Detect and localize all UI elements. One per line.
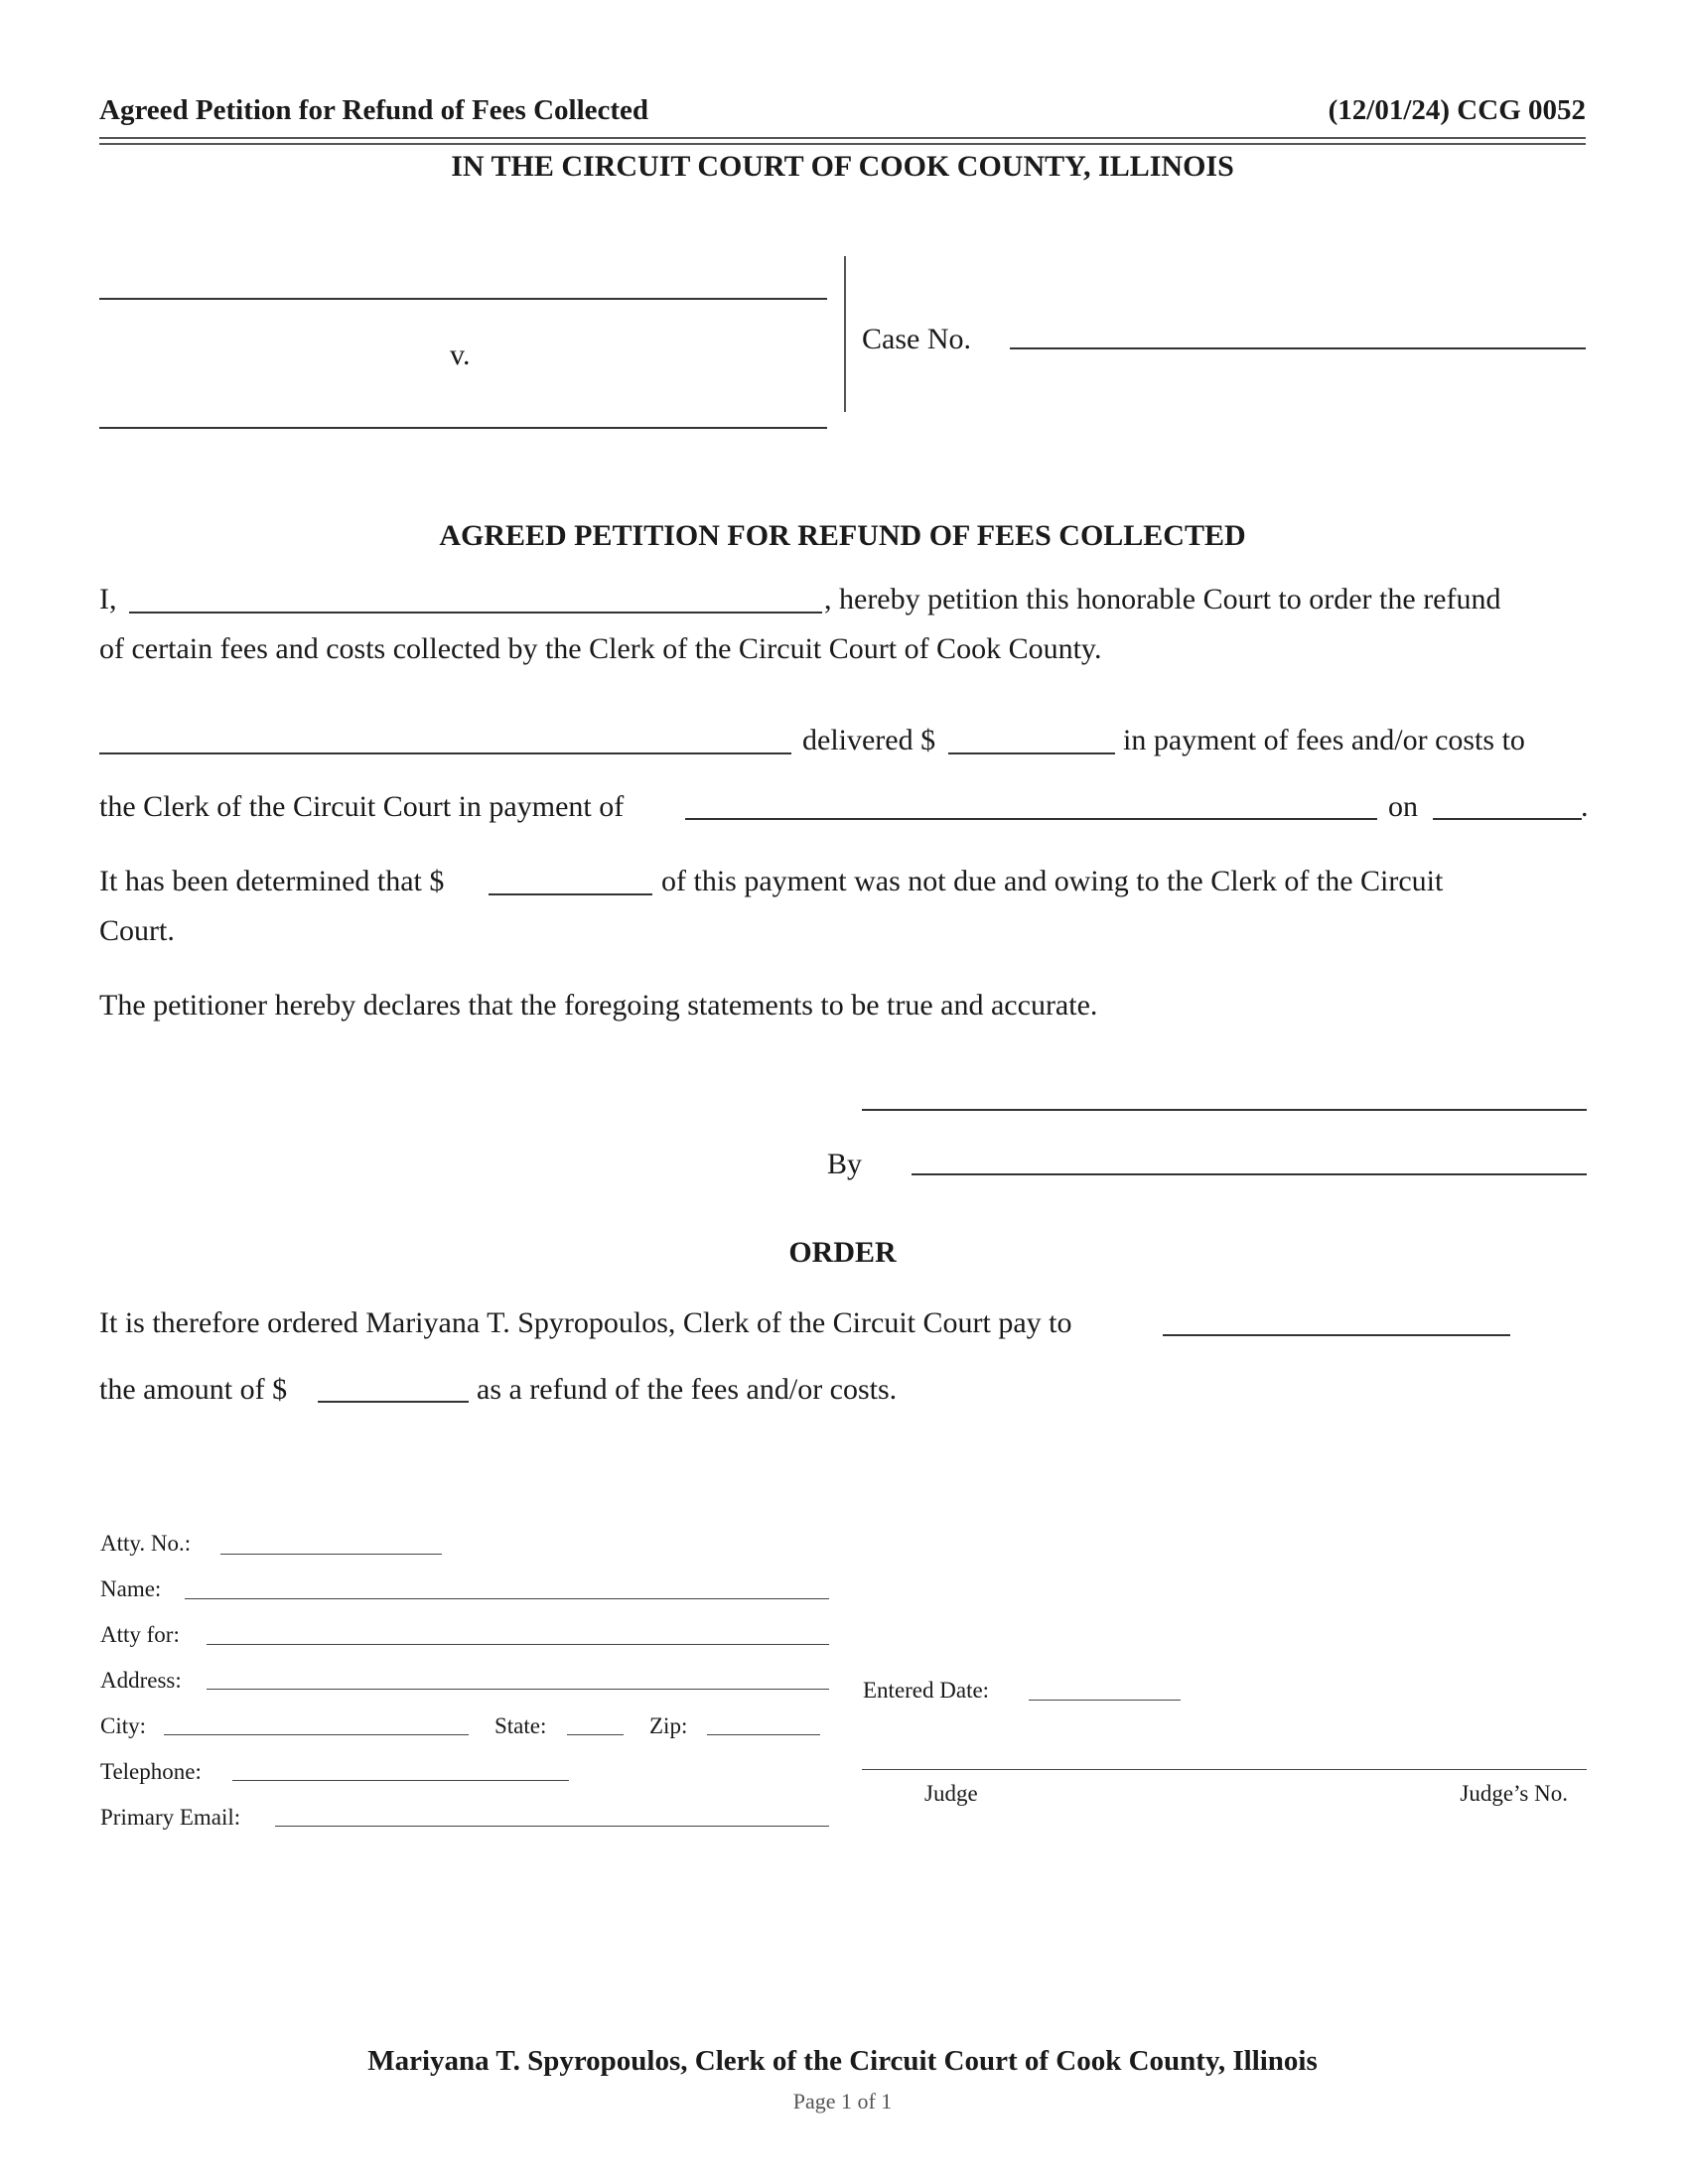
email-line[interactable] bbox=[275, 1826, 829, 1827]
delivered-amount-line[interactable] bbox=[948, 752, 1115, 754]
state-label: State: bbox=[494, 1713, 547, 1738]
order-line1: It is therefore ordered Mariyana T. Spyropoulos, Clerk of the Circuit Court pay to bbox=[99, 1306, 1072, 1339]
court-title: IN THE CIRCUIT COURT OF COOK COUNTY, ILLINOIS bbox=[451, 150, 1234, 183]
petition-title: AGREED PETITION FOR REFUND OF FEES COLLECTED bbox=[439, 519, 1246, 552]
by-label: By bbox=[827, 1148, 863, 1180]
caption-divider bbox=[844, 256, 846, 412]
zip-line[interactable] bbox=[707, 1734, 820, 1735]
form-header-code: (12/01/24) CCG 0052 bbox=[1328, 94, 1586, 126]
petitioner-signature-line[interactable] bbox=[862, 1109, 1587, 1111]
zip-label: Zip: bbox=[649, 1713, 688, 1738]
atty-no-label: Atty. No.: bbox=[100, 1531, 192, 1556]
judge-no-label: Judge’s No. bbox=[1460, 1781, 1568, 1806]
state-line[interactable] bbox=[567, 1734, 624, 1735]
address-line[interactable] bbox=[207, 1689, 829, 1690]
entered-date-line[interactable] bbox=[1029, 1700, 1181, 1701]
name-line[interactable] bbox=[185, 1598, 829, 1599]
city-label: City: bbox=[100, 1713, 147, 1738]
not-due-amount-line[interactable] bbox=[489, 893, 652, 895]
p3-prefix: the Clerk of the Circuit Court in payment of bbox=[99, 790, 625, 823]
p3-on: on bbox=[1388, 790, 1418, 823]
by-signature-line[interactable] bbox=[912, 1173, 1587, 1175]
case-no-line[interactable] bbox=[1010, 347, 1586, 349]
name-label: Name: bbox=[100, 1576, 162, 1601]
address-label: Address: bbox=[100, 1668, 182, 1693]
judge-label: Judge bbox=[924, 1781, 978, 1806]
refund-amount-line[interactable] bbox=[318, 1401, 469, 1403]
p2-delivered: delivered $ bbox=[802, 724, 936, 756]
telephone-label: Telephone: bbox=[100, 1759, 202, 1784]
p4-line2: Court. bbox=[99, 914, 175, 947]
telephone-line[interactable] bbox=[232, 1780, 569, 1781]
plaintiff-line[interactable] bbox=[99, 298, 827, 300]
defendant-line[interactable] bbox=[99, 427, 827, 429]
email-label: Primary Email: bbox=[100, 1805, 241, 1830]
payment-date-line[interactable] bbox=[1433, 818, 1582, 820]
payment-of-line[interactable] bbox=[685, 818, 1377, 820]
pay-to-line[interactable] bbox=[1163, 1334, 1510, 1336]
p1-prefix: I, bbox=[99, 583, 117, 615]
order-line2-suffix: as a refund of the fees and/or costs. bbox=[477, 1373, 898, 1406]
atty-for-label: Atty for: bbox=[100, 1622, 180, 1647]
atty-no-line[interactable] bbox=[220, 1554, 442, 1555]
versus-label: v. bbox=[450, 339, 471, 371]
order-line2-prefix: the amount of $ bbox=[99, 1373, 288, 1406]
p4-suffix: of this payment was not due and owing to the Clerk of the Circuit bbox=[661, 865, 1444, 897]
entered-date-label: Entered Date: bbox=[863, 1678, 990, 1703]
case-no-label: Case No. bbox=[862, 323, 971, 355]
judge-signature-line[interactable] bbox=[862, 1769, 1587, 1770]
p1-line2: of certain fees and costs collected by the Clerk of the Circuit Court of Cook County. bbox=[99, 632, 1102, 665]
p3-period: . bbox=[1581, 790, 1589, 823]
header-rule-top bbox=[99, 137, 1586, 139]
page-number: Page 1 of 1 bbox=[792, 2089, 893, 2114]
petitioner-name-line[interactable] bbox=[129, 612, 822, 614]
payer-name-line[interactable] bbox=[99, 752, 791, 754]
atty-for-line[interactable] bbox=[207, 1644, 829, 1645]
p2-payment: in payment of fees and/or costs to bbox=[1123, 724, 1525, 756]
p1-suffix: , hereby petition this honorable Court to order the refund bbox=[824, 583, 1501, 615]
header-rule-bottom bbox=[99, 143, 1586, 145]
footer-clerk: Mariyana T. Spyropoulos, Clerk of the Circuit Court of Cook County, Illinois bbox=[367, 2045, 1318, 2077]
order-title: ORDER bbox=[788, 1236, 897, 1269]
city-line[interactable] bbox=[164, 1734, 469, 1735]
form-header-title: Agreed Petition for Refund of Fees Collected bbox=[99, 94, 649, 126]
p5-declaration: The petitioner hereby declares that the foregoing statements to be true and accurate. bbox=[99, 989, 1098, 1022]
p4-prefix: It has been determined that $ bbox=[99, 865, 445, 897]
